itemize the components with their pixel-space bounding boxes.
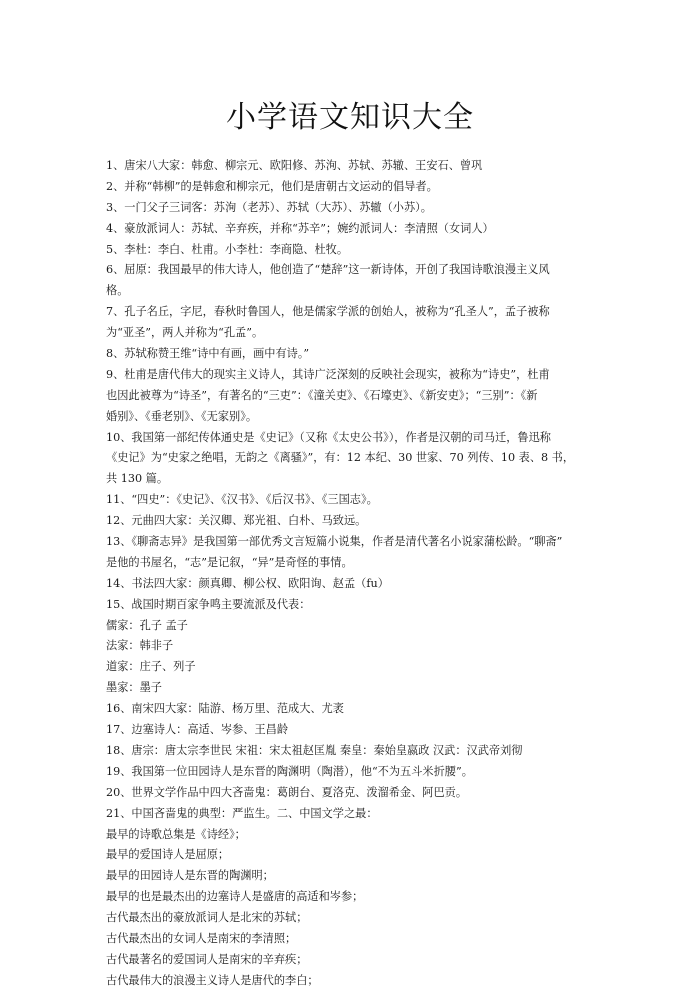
text-line: 14、书法四大家：颜真卿、柳公权、欧阳询、赵孟（fu） bbox=[106, 576, 389, 590]
text-line: 7、孔子名丘，字尼，春秋时鲁国人，他是儒家学派的创始人，被称为“孔圣人”，孟子被称 bbox=[106, 305, 550, 319]
text-line: 10、我国第一部纪传体通史是《史记》（又称《太史公书》），作者是汉朝的司马迁，鲁迅称 bbox=[106, 430, 551, 444]
text-line: 格。 bbox=[106, 284, 129, 298]
text-line: 19、我国第一位田园诗人是东晋的陶渊明（陶潜），他“不为五斗米折腰”。 bbox=[106, 764, 473, 778]
text-line: 11、“四史”：《史记》、《汉书》、《后汉书》、《三国志》。 bbox=[106, 493, 378, 507]
text-line: 道家：庄子、列子 bbox=[106, 660, 196, 674]
text-line: 最早的也是最杰出的边塞诗人是盛唐的高适和岑参； bbox=[106, 890, 364, 904]
text-line: 法家：韩非子 bbox=[106, 639, 174, 653]
text-line: 墨家：墨子 bbox=[106, 681, 162, 695]
text-line: 16、南宋四大家：陆游、杨万里、范成大、尤袤 bbox=[106, 702, 344, 716]
text-line: 为“亚圣”，两人并称为“孔孟”。 bbox=[106, 326, 264, 340]
text-line: 9、杜甫是唐代伟大的现实主义诗人，其诗广泛深刻的反映社会现实，被称为“诗史”，杜甫 bbox=[106, 367, 550, 381]
text-line: 4、豪放派词人：苏轼、辛弃疾，并称“苏辛”；婉约派词人：李清照（女词人） bbox=[106, 221, 494, 235]
text-line: 也因此被尊为“诗圣”，有著名的“三吏”：《潼关吏》、《石壕吏》、《新安吏》；“三别”：《新 bbox=[106, 388, 538, 402]
text-line: 《史记》为“史家之绝唱，无韵之《离骚》”，有：12 本纪、30 世家、70 列传、10 表、8 书， bbox=[106, 451, 575, 465]
text-line: 古代最杰出的豪放派词人是北宋的苏轼； bbox=[106, 911, 308, 925]
text-line: 儒家：孔子 孟子 bbox=[106, 618, 188, 632]
text-line: 是他的书屋名，“志”是记叙，“异”是奇怪的事情。 bbox=[106, 555, 353, 569]
text-line: 最早的诗歌总集是《诗经》； bbox=[106, 827, 246, 841]
text-line: 5、李杜：李白、杜甫。小李杜：李商隐、杜牧。 bbox=[106, 242, 349, 256]
text-line: 12、元曲四大家：关汉卿、郑光祖、白朴、马致远。 bbox=[106, 514, 367, 528]
text-line: 2、并称“韩柳”的是韩愈和柳宗元，他们是唐朝古文运动的倡导者。 bbox=[106, 179, 438, 193]
text-line: 21、中国吝啬鬼的典型：严监生。二、中国文学之最： bbox=[106, 806, 378, 820]
text-line: 婚别》、《垂老别》、《无家别》。 bbox=[106, 409, 258, 423]
text-line: 17、边塞诗人：高适、岑参、王昌龄 bbox=[106, 723, 289, 737]
text-line: 18、唐宗：唐太宗李世民 宋祖：宋太祖赵匡胤 秦皇：秦始皇嬴政 汉武：汉武帝刘彻 bbox=[106, 743, 523, 757]
text-line: 古代最杰出的女词人是南宋的李清照； bbox=[106, 931, 297, 945]
text-line: 6、屈原：我国最早的伟大诗人，他创造了“楚辞”这一新诗体，开创了我国诗歌浪漫主义风 bbox=[106, 263, 550, 277]
text-line: 3、一门父子三词客：苏洵（老苏）、苏轼（大苏）、苏辙（小苏）。 bbox=[106, 200, 432, 214]
page-title: 小学语文知识大全 bbox=[226, 100, 474, 135]
text-line: 8、苏轼称赞王维“诗中有画，画中有诗。” bbox=[106, 347, 310, 361]
text-line: 最早的田园诗人是东晋的陶渊明； bbox=[106, 869, 274, 883]
text-line: 15、战国时期百家争鸣主要流派及代表： bbox=[106, 597, 311, 611]
text-line: 1、唐宋八大家：韩愈、柳宗元、欧阳修、苏洵、苏轼、苏辙、王安石、曾巩 bbox=[106, 159, 483, 172]
document-body bbox=[106, 156, 606, 992]
text-line: 古代最著名的爱国词人是南宋的辛弃疾； bbox=[106, 952, 308, 966]
text-line: 共 130 篇。 bbox=[106, 472, 169, 486]
text-line: 古代最伟大的浪漫主义诗人是唐代的李白； bbox=[106, 973, 319, 987]
text-line: 最早的爱国诗人是屈原； bbox=[106, 848, 230, 862]
text-line: 13、《聊斋志异》是我国第一部优秀文言短篇小说集，作者是清代著名小说家蒲松龄。“聊斋” bbox=[106, 535, 563, 549]
text-line: 20、世界文学作品中四大吝啬鬼：葛朗台、夏洛克、泼溜希金、阿巴贡。 bbox=[106, 785, 468, 799]
